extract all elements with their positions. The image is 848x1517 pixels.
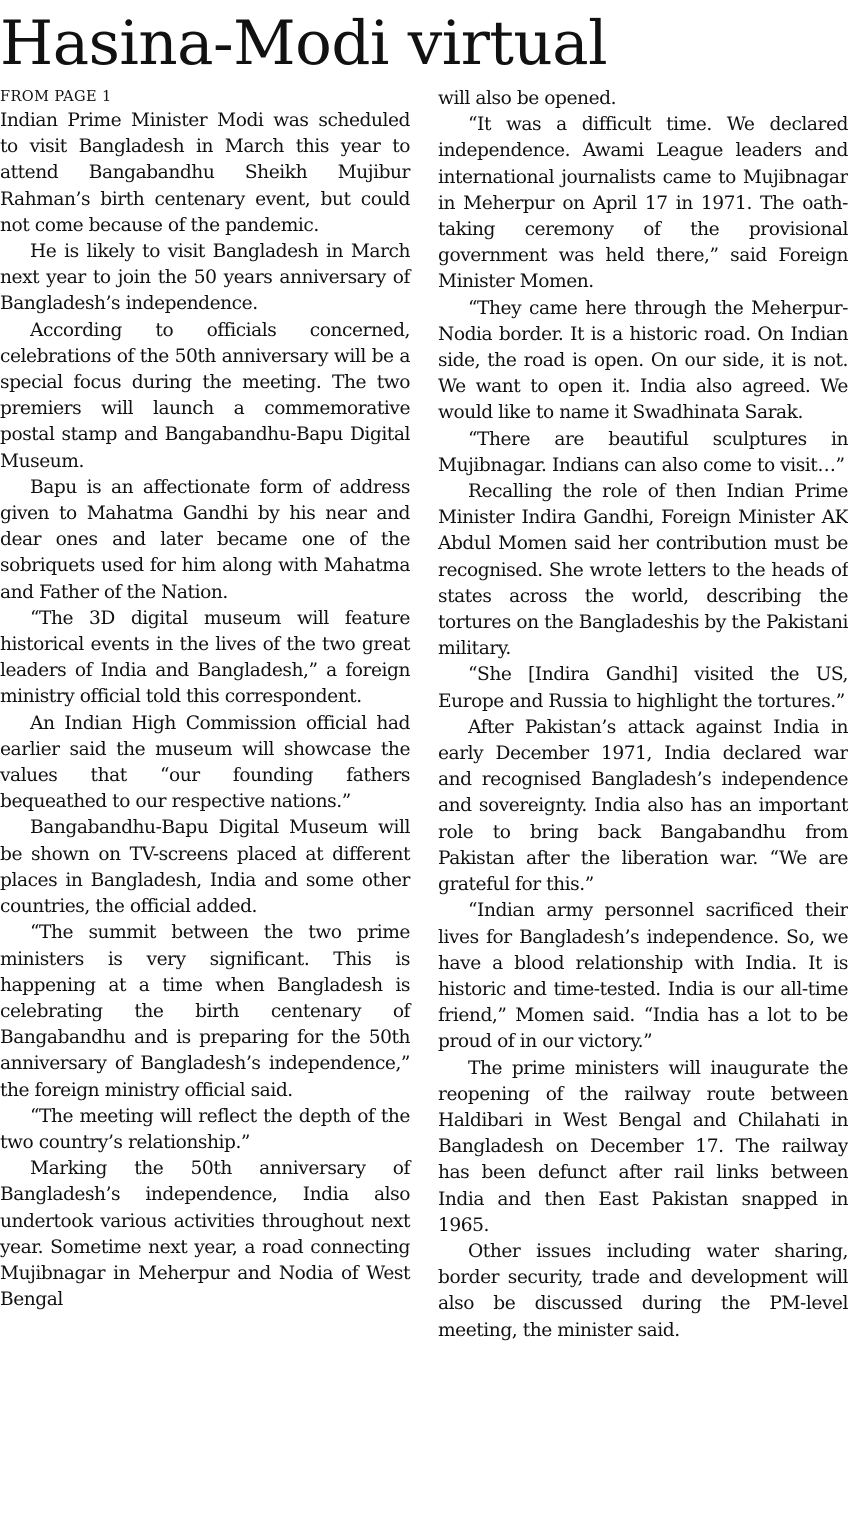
article-column-right: [438, 86, 848, 1344]
paragraph: “The 3D digital museum will feature historical events in the lives of the two great leaders of India and Bangladesh,” a foreign ministry official told this correspondent.: [0, 607, 410, 708]
paragraph: “It was a difficult time. We declared independence. Awami League leaders and international journalists came to Mujibnagar in Meherpur on April 17 in 1971. The oath-taking ceremony of the provisional government was held there,” said Foreign Minister Momen.: [438, 114, 848, 293]
paragraph: “The meeting will reflect the depth of the two country’s relationship.”: [0, 1105, 410, 1153]
paragraph: “There are beautiful sculptures in Mujibnagar. Indians can also come to visit…”: [438, 428, 848, 476]
paragraph: According to officials concerned, celebrations of the 50th anniversary will be a special focus during the meeting. The two premiers will launch a commemorative postal stamp and Bangabandhu-Bapu Digital Museum.: [0, 319, 410, 472]
paragraph: Marking the 50th anniversary of Bangladesh’s independence, India also undertook various activities throughout next year. Sometime next year, a road connecting Mujibnagar in Meherpur and Nodia of West Bengal: [0, 1158, 410, 1311]
continuation-kicker: FROM PAGE 1: [0, 89, 112, 105]
paragraph: After Pakistan’s attack against India in early December 1971, India declared war and recognised Bangladesh’s independence and sovereignty. India also has an important role to bring back Bangabandhu from Pakistan after the liberation war. “We are grateful for this.”: [438, 716, 848, 896]
paragraph: Bapu is an affectionate form of address given to Mahatma Gandhi by his near and dear ones and later became one of the sobriquets used for him along with Mahatma and Father of the Nation.: [0, 476, 410, 603]
article-column-left: [0, 86, 410, 1313]
headline: Hasina-Modi virtual: [0, 8, 608, 79]
paragraph: An Indian High Commission official had earlier said the museum will showcase the values that “our founding fathers bequeathed to our respective nations.”: [0, 712, 410, 813]
paragraph: Indian Prime Minister Modi was scheduled to visit Bangladesh in March this year to attend Bangabandhu Sheikh Mujibur Rahman’s birth centenary event, but could not come because of the pandemic.: [0, 110, 410, 236]
paragraph: He is likely to visit Bangladesh in March next year to join the 50 years anniversary of Bangladesh’s independence.: [0, 241, 410, 315]
paragraph: “Indian army personnel sacrificed their lives for Bangladesh’s independence. So, we have a blood relationship with India. It is historic and time-tested. India is our all-time friend,” Momen said. “India has a lot to be proud of in our victory.”: [438, 900, 848, 1053]
paragraph: “They came here through the Meherpur-Nodia border. It is a historic road. On Indian side, the road is open. On our side, it is not. We want to open it. India also agreed. We would like to name it Swadhinata Sarak.: [438, 297, 848, 424]
paragraph: “The summit between the two prime ministers is very significant. This is happening at a time when Bangladesh is celebrating the birth centenary of Bangabandhu and is preparing for the 50th anniversary of Bangladesh’s independence,” the foreign ministry official said.: [0, 922, 410, 1101]
paragraph: Bangabandhu-Bapu Digital Museum will be shown on TV-screens placed at different places in Bangladesh, India and some other countries, the official added.: [0, 817, 410, 918]
paragraph: Recalling the role of then Indian Prime Minister Indira Gandhi, Foreign Minister AK Abdul Momen said her contribution must be recognised. She wrote letters to the heads of states across the world, describing the tortures on the Bangladeshis by the Pakistani military.: [438, 481, 848, 660]
paragraph-continuation: will also be opened.: [438, 88, 617, 109]
paragraph: The prime ministers will inaugurate the reopening of the railway route between Haldibari in West Bengal and Chilahati in Bangladesh on December 17. The railway has been defunct after rail links between India and then East Pakistan snapped in 1965.: [438, 1057, 848, 1236]
paragraph: Other issues including water sharing, border security, trade and development will also be discussed during the PM-level meeting, the minister said.: [438, 1240, 848, 1341]
paragraph: “She [Indira Gandhi] visited the US, Europe and Russia to highlight the tortures.”: [438, 664, 848, 712]
